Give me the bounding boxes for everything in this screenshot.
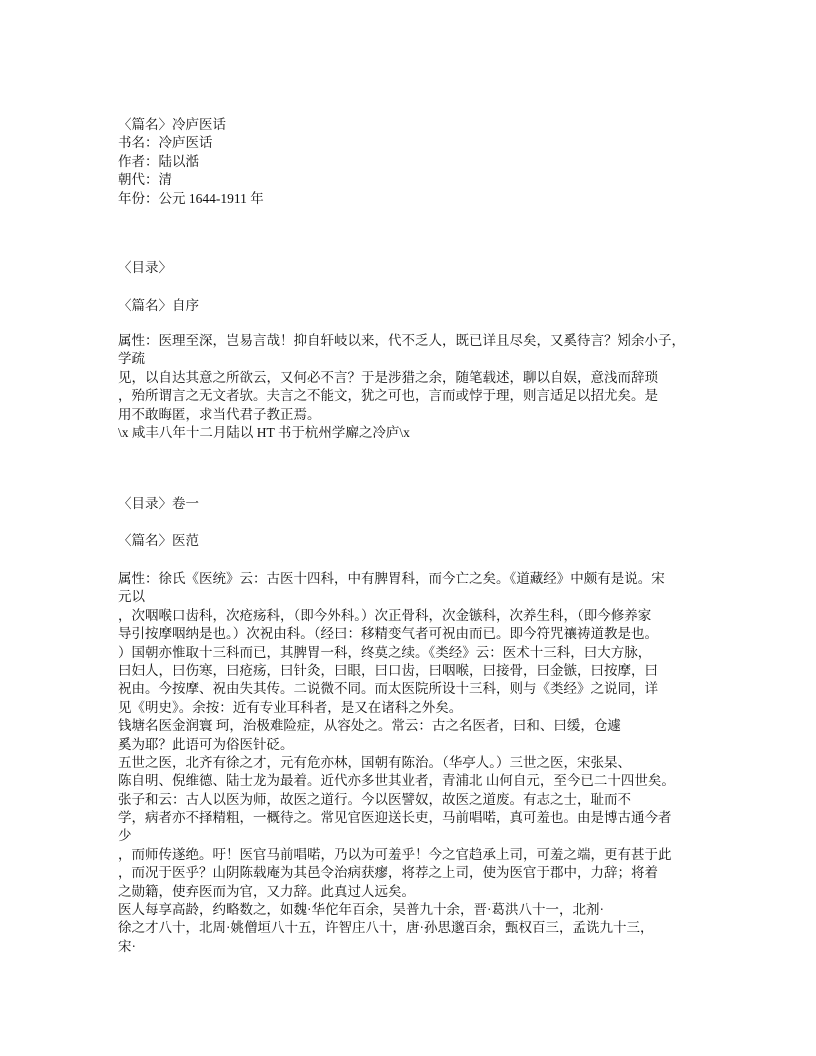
text-line: 属性：徐氏《医统》云：古医十四科，中有脾胃科，而今亡之矣。《道藏经》中颇有是说。宋 [118, 571, 665, 586]
header-line: 作者：陆以湉 [118, 153, 199, 169]
text-line: 钱塘名医金润寰 珂，治极难险症，从容处之。常云：古之名医者，曰和、曰缓，仓遽 [118, 718, 621, 734]
text-line: 导引按摩咽纳是也。）次祝由科。（经曰：移精变气者可祝由而已。即今符咒禳祷道教是也。 [118, 626, 658, 642]
yifan-body [118, 570, 718, 956]
text-line: 用不敢晦匿，求当代君子教正焉。 [118, 406, 321, 422]
toc-heading-volume-1: 〈目录〉卷一 [118, 496, 199, 511]
text-line: ，次咽喉口齿科，次疮疡科，（即今外科。）次正骨科，次金镞科，次养生科，（即今修养家 [118, 607, 652, 623]
text-line: 陈自明、倪维德、陆士龙为最着。近代亦多世其业者，青浦北 山何自元，至今已二十四世矣。 [118, 773, 675, 789]
section-title-preface: 〈篇名〉自序 [118, 298, 199, 313]
header-line: 〈篇名〉冷庐医话 [118, 117, 226, 132]
text-line: \x 咸丰八年十二月陆以 HT 书于杭州学廨之冷庐\x [118, 424, 410, 440]
text-line: 少 [118, 828, 132, 844]
text-line: 医人每享高龄，约略数之，如魏·华佗年百余，吴普九十余，晋·葛洪八十一，北剂· [118, 902, 604, 918]
toc-heading: 〈目录〉 [118, 260, 172, 275]
header-line: 朝代：清 [118, 172, 172, 188]
text-line: 宋· [118, 938, 136, 954]
text-line: 之勋籍，使弃医而为官，又力辞。此真过人远矣。 [118, 883, 415, 899]
text-line: 祝由。今按摩、祝由失其传。二说微不同。而太医院所设十三科，则与《类经》之说同，详 [118, 681, 658, 697]
document-header [118, 116, 718, 208]
text-line: 五世之医，北齐有徐之才，元有危亦林，国朝有陈治。（华亭人。）三世之医，宋张杲、 [118, 754, 631, 770]
text-line: 奚为耶？此语可为俗医针砭。 [118, 736, 294, 752]
text-line: 元以 [118, 589, 145, 605]
text-line: ，而师传遂绝。吁！医官马前唱喏，乃以为可羞乎！今之官趋承上司，可羞之端，更有甚于此 [118, 846, 672, 862]
text-line: 见《明史》。余按：近有专业耳科者，是又在诸科之外矣。 [118, 699, 463, 715]
text-line: ，殆所谓言之无文者欤。夫言之不能文，犹之可也，言而或悖于理，则言适足以招尤矣。是 [118, 388, 658, 404]
text-line: ，而况于医乎？山阴陈载庵为其邑令治病获瘳，将荐之上司，使为医官于郡中，力辞；将着 [118, 865, 658, 881]
header-line: 书名：冷庐医话 [118, 135, 213, 151]
text-line: 曰妇人，曰伤寒，曰疮疡，曰针灸，曰眼，曰口齿，曰咽喉，曰接骨，曰金镞，曰按摩，曰 [118, 662, 658, 678]
text-line: 见，以自达其意之所欲云，又何必不言？于是涉猎之余，随笔载述，聊以自娱，意浅而辞琐 [118, 369, 658, 385]
text-line: 徐之才八十，北周·姚僧垣八十五，许智庄八十，唐·孙思邈百余，甄权百三，孟诜九十三， [118, 920, 654, 936]
preface-body [118, 332, 718, 442]
text-line: 学，病者亦不择精粗，一概待之。常见官医迎送长吏，马前唱喏，真可羞也。由是博古通今者 [118, 810, 672, 826]
section-title-yifan: 〈篇名〉医范 [118, 533, 199, 548]
text-line: 张子和云：古人以医为师，故医之道行。今以医譬奴，故医之道废。有志之士，耻而不 [118, 791, 631, 807]
text-line: ）国朝亦惟取十三科而已，其脾胃一科，终莫之续。《类经》云：医术十三科，曰大方脉， [118, 644, 652, 660]
header-line: 年份：公元 1644-1911 年 [118, 190, 264, 206]
text-line: 学疏 [118, 351, 145, 367]
text-line: 属性：医理至深，岂易言哉！抑自轩岐以来，代不乏人，既已详且尽矣，又奚待言？矧余小子， [118, 333, 685, 348]
